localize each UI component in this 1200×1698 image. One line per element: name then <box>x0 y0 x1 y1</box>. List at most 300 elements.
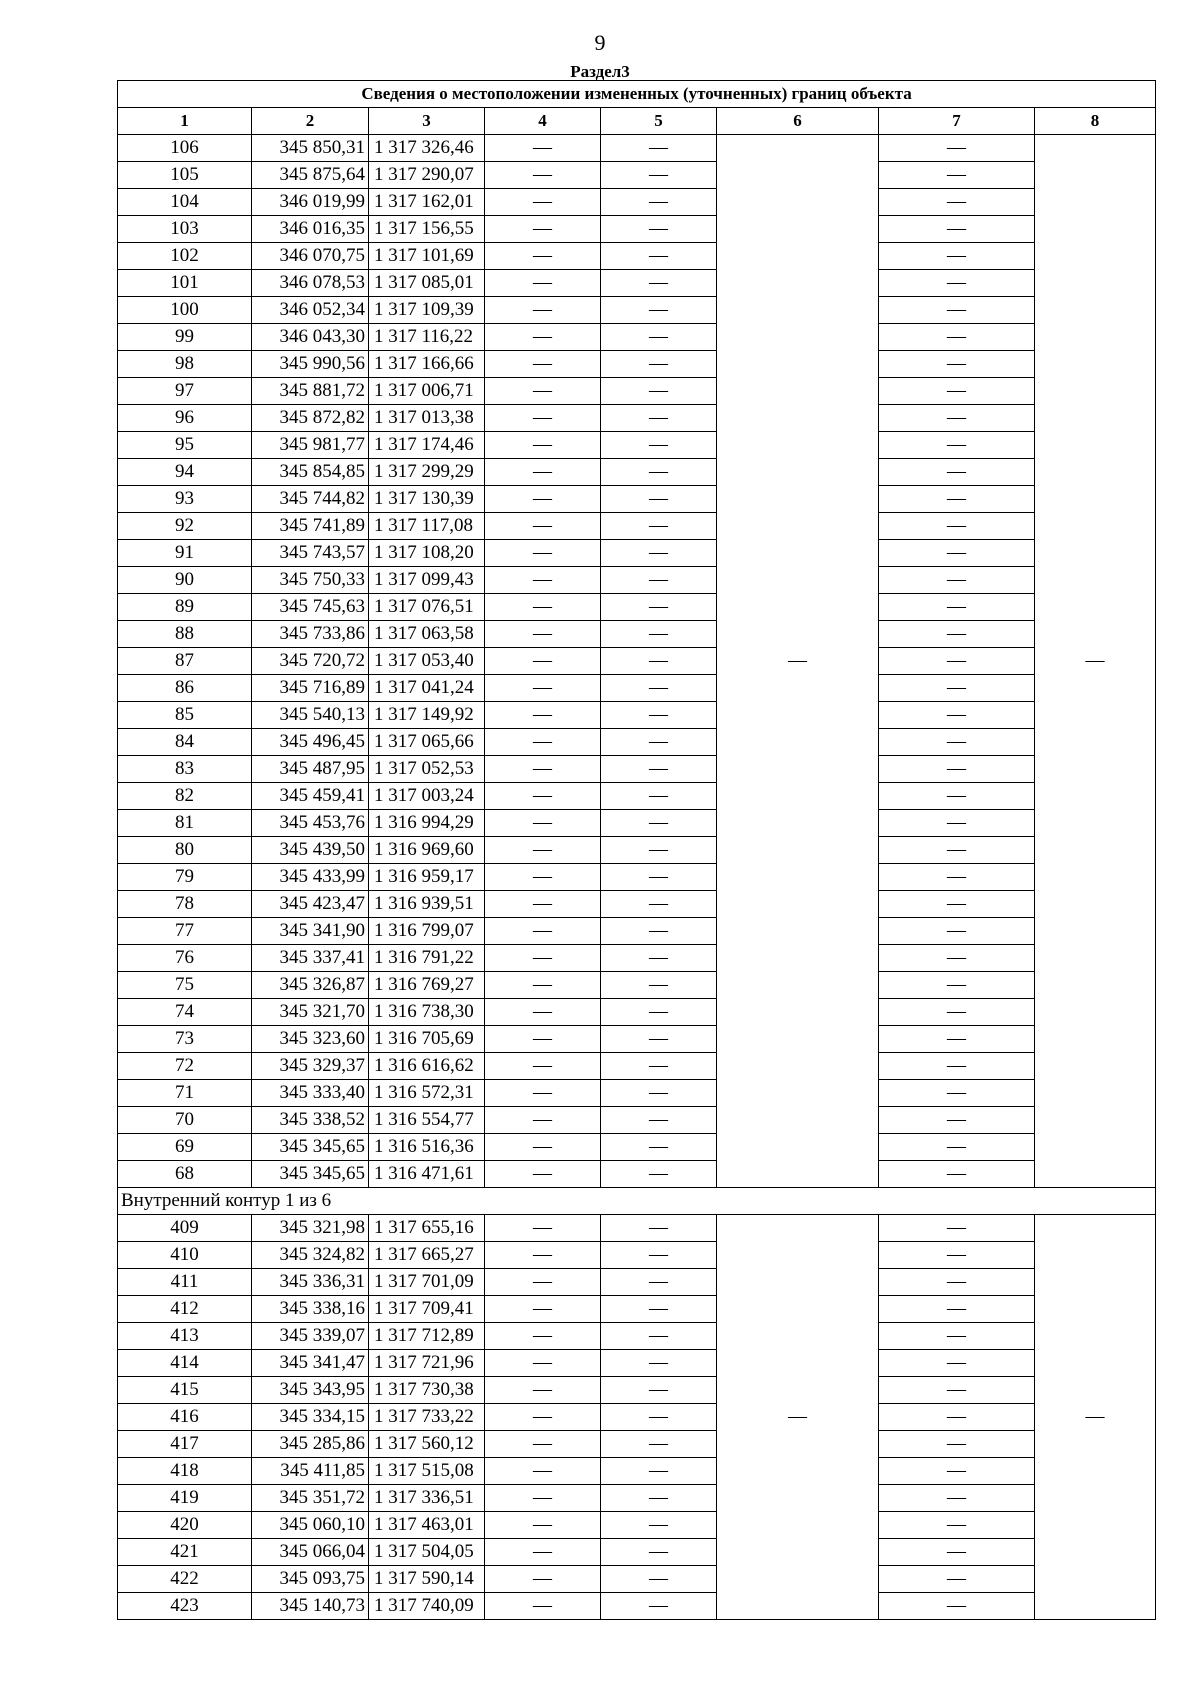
column-7-dash: — <box>879 486 1035 513</box>
column-7-dash: — <box>879 1242 1035 1269</box>
coordinate-y: 1 317 003,24 <box>369 783 485 810</box>
table-row <box>118 270 1156 297</box>
coordinate-x: 345 326,87 <box>252 972 369 999</box>
coordinate-x: 345 744,82 <box>252 486 369 513</box>
table-caption-row <box>118 81 1156 108</box>
point-number: 85 <box>118 702 252 729</box>
column-4-dash: — <box>485 702 601 729</box>
column-8-dash: — <box>1035 1215 1156 1620</box>
column-4-dash: — <box>485 1296 601 1323</box>
point-number: 104 <box>118 189 252 216</box>
table-row <box>118 1485 1156 1512</box>
column-5-dash: — <box>601 1404 717 1431</box>
column-5-dash: — <box>601 1080 717 1107</box>
coordinate-x: 345 745,63 <box>252 594 369 621</box>
table-row <box>118 216 1156 243</box>
column-4-dash: — <box>485 1080 601 1107</box>
coordinate-y: 1 317 052,53 <box>369 756 485 783</box>
table-row <box>118 567 1156 594</box>
column-7-dash: — <box>879 324 1035 351</box>
column-4-dash: — <box>485 621 601 648</box>
coordinate-x: 345 345,65 <box>252 1161 369 1188</box>
column-5-dash: — <box>601 1107 717 1134</box>
coordinate-y: 1 316 516,36 <box>369 1134 485 1161</box>
point-number: 98 <box>118 351 252 378</box>
coordinate-x: 345 433,99 <box>252 864 369 891</box>
coordinate-y: 1 317 712,89 <box>369 1323 485 1350</box>
table-row <box>118 351 1156 378</box>
coordinate-y: 1 317 560,12 <box>369 1431 485 1458</box>
coordinate-x: 345 334,15 <box>252 1404 369 1431</box>
column-7-dash: — <box>879 567 1035 594</box>
coordinate-y: 1 317 299,29 <box>369 459 485 486</box>
column-5-dash: — <box>601 189 717 216</box>
table-row <box>118 783 1156 810</box>
coordinate-y: 1 317 053,40 <box>369 648 485 675</box>
coordinate-x: 345 140,73 <box>252 1593 369 1620</box>
column-4-dash: — <box>485 1242 601 1269</box>
column-4-dash: — <box>485 1323 601 1350</box>
table-row <box>118 1350 1156 1377</box>
column-4-dash: — <box>485 1107 601 1134</box>
table-row <box>118 648 1156 675</box>
coordinate-y: 1 317 117,08 <box>369 513 485 540</box>
column-5-dash: — <box>601 756 717 783</box>
column-7-dash: — <box>879 1458 1035 1485</box>
coordinate-x: 345 540,13 <box>252 702 369 729</box>
coordinate-x: 346 078,53 <box>252 270 369 297</box>
column-5-dash: — <box>601 567 717 594</box>
point-number: 409 <box>118 1215 252 1242</box>
column-4-dash: — <box>485 594 601 621</box>
coordinate-y: 1 316 959,17 <box>369 864 485 891</box>
column-4-dash: — <box>485 243 601 270</box>
point-number: 72 <box>118 1053 252 1080</box>
coordinate-x: 345 323,60 <box>252 1026 369 1053</box>
column-4-dash: — <box>485 459 601 486</box>
point-number: 412 <box>118 1296 252 1323</box>
column-4-dash: — <box>485 648 601 675</box>
column-4-dash: — <box>485 1512 601 1539</box>
point-number: 90 <box>118 567 252 594</box>
coordinate-x: 346 043,30 <box>252 324 369 351</box>
coordinate-x: 345 285,86 <box>252 1431 369 1458</box>
column-7-dash: — <box>879 1269 1035 1296</box>
point-number: 68 <box>118 1161 252 1188</box>
column-4-dash: — <box>485 1485 601 1512</box>
table-row <box>118 1431 1156 1458</box>
coordinate-y: 1 317 101,69 <box>369 243 485 270</box>
coordinate-x: 345 060,10 <box>252 1512 369 1539</box>
coordinate-y: 1 317 085,01 <box>369 270 485 297</box>
column-5-dash: — <box>601 297 717 324</box>
coordinate-y: 1 317 013,38 <box>369 405 485 432</box>
coordinate-x: 345 990,56 <box>252 351 369 378</box>
column-number: 2 <box>252 108 369 135</box>
column-5-dash: — <box>601 1350 717 1377</box>
point-number: 77 <box>118 918 252 945</box>
coordinate-x: 346 019,99 <box>252 189 369 216</box>
coordinate-x: 346 016,35 <box>252 216 369 243</box>
table-row <box>118 1215 1156 1242</box>
point-number: 415 <box>118 1377 252 1404</box>
column-5-dash: — <box>601 1161 717 1188</box>
column-6-dash: — <box>717 1215 879 1620</box>
column-7-dash: — <box>879 1377 1035 1404</box>
column-4-dash: — <box>485 1458 601 1485</box>
coordinate-x: 345 351,72 <box>252 1485 369 1512</box>
coordinate-y: 1 317 590,14 <box>369 1566 485 1593</box>
point-number: 91 <box>118 540 252 567</box>
column-5-dash: — <box>601 783 717 810</box>
coordinate-x: 345 741,89 <box>252 513 369 540</box>
column-number: 5 <box>601 108 717 135</box>
coordinate-y: 1 317 149,92 <box>369 702 485 729</box>
column-7-dash: — <box>879 972 1035 999</box>
coordinate-y: 1 317 504,05 <box>369 1539 485 1566</box>
table-row <box>118 189 1156 216</box>
coordinate-y: 1 317 463,01 <box>369 1512 485 1539</box>
point-number: 75 <box>118 972 252 999</box>
coordinate-y: 1 317 515,08 <box>369 1458 485 1485</box>
column-5-dash: — <box>601 162 717 189</box>
column-7-dash: — <box>879 243 1035 270</box>
column-4-dash: — <box>485 189 601 216</box>
column-7-dash: — <box>879 1080 1035 1107</box>
point-number: 74 <box>118 999 252 1026</box>
column-4-dash: — <box>485 918 601 945</box>
column-4-dash: — <box>485 378 601 405</box>
coordinate-x: 345 733,86 <box>252 621 369 648</box>
column-5-dash: — <box>601 1485 717 1512</box>
column-7-dash: — <box>879 1593 1035 1620</box>
point-number: 78 <box>118 891 252 918</box>
point-number: 94 <box>118 459 252 486</box>
column-4-dash: — <box>485 945 601 972</box>
point-number: 416 <box>118 1404 252 1431</box>
point-number: 423 <box>118 1593 252 1620</box>
column-4-dash: — <box>485 1539 601 1566</box>
table-row <box>118 1539 1156 1566</box>
column-7-dash: — <box>879 594 1035 621</box>
column-7-dash: — <box>879 189 1035 216</box>
point-number: 100 <box>118 297 252 324</box>
column-4-dash: — <box>485 1161 601 1188</box>
column-7-dash: — <box>879 270 1035 297</box>
column-5-dash: — <box>601 621 717 648</box>
point-number: 92 <box>118 513 252 540</box>
table-row <box>118 513 1156 540</box>
column-7-dash: — <box>879 918 1035 945</box>
coordinate-y: 1 317 130,39 <box>369 486 485 513</box>
column-4-dash: — <box>485 1566 601 1593</box>
column-5-dash: — <box>601 324 717 351</box>
table-caption: Сведения о местоположении измененных (уточненных) границ объекта <box>118 81 1156 108</box>
table-row <box>118 432 1156 459</box>
table-row <box>118 837 1156 864</box>
coordinate-y: 1 317 709,41 <box>369 1296 485 1323</box>
column-4-dash: — <box>485 1026 601 1053</box>
coordinate-y: 1 317 109,39 <box>369 297 485 324</box>
point-number: 420 <box>118 1512 252 1539</box>
column-4-dash: — <box>485 864 601 891</box>
table-row <box>118 864 1156 891</box>
column-5-dash: — <box>601 1566 717 1593</box>
table-row <box>118 459 1156 486</box>
point-number: 70 <box>118 1107 252 1134</box>
column-7-dash: — <box>879 1431 1035 1458</box>
column-4-dash: — <box>485 675 601 702</box>
column-5-dash: — <box>601 540 717 567</box>
coordinate-y: 1 317 041,24 <box>369 675 485 702</box>
column-5-dash: — <box>601 351 717 378</box>
column-number: 8 <box>1035 108 1156 135</box>
coordinate-x: 345 338,16 <box>252 1296 369 1323</box>
coordinate-y: 1 317 655,16 <box>369 1215 485 1242</box>
point-number: 88 <box>118 621 252 648</box>
point-number: 71 <box>118 1080 252 1107</box>
column-4-dash: — <box>485 1404 601 1431</box>
point-number: 83 <box>118 756 252 783</box>
coordinate-y: 1 317 006,71 <box>369 378 485 405</box>
column-5-dash: — <box>601 486 717 513</box>
point-number: 414 <box>118 1350 252 1377</box>
table-row <box>118 1323 1156 1350</box>
coordinate-x: 345 321,98 <box>252 1215 369 1242</box>
coordinate-y: 1 317 162,01 <box>369 189 485 216</box>
point-number: 413 <box>118 1323 252 1350</box>
column-4-dash: — <box>485 216 601 243</box>
column-7-dash: — <box>879 405 1035 432</box>
coordinate-y: 1 317 665,27 <box>369 1242 485 1269</box>
column-7-dash: — <box>879 1512 1035 1539</box>
column-4-dash: — <box>485 999 601 1026</box>
table-row <box>118 486 1156 513</box>
column-5-dash: — <box>601 243 717 270</box>
column-7-dash: — <box>879 999 1035 1026</box>
coordinate-x: 345 439,50 <box>252 837 369 864</box>
coordinate-x: 345 743,57 <box>252 540 369 567</box>
table-row <box>118 621 1156 648</box>
column-7-dash: — <box>879 378 1035 405</box>
column-7-dash: — <box>879 1539 1035 1566</box>
column-4-dash: — <box>485 972 601 999</box>
section-title: Раздел3 <box>570 62 630 81</box>
column-5-dash: — <box>601 729 717 756</box>
coordinate-y: 1 316 939,51 <box>369 891 485 918</box>
column-4-dash: — <box>485 783 601 810</box>
column-7-dash: — <box>879 891 1035 918</box>
column-4-dash: — <box>485 1053 601 1080</box>
coordinate-y: 1 317 290,07 <box>369 162 485 189</box>
column-7-dash: — <box>879 702 1035 729</box>
column-7-dash: — <box>879 1215 1035 1242</box>
coordinate-x: 345 981,77 <box>252 432 369 459</box>
point-number: 103 <box>118 216 252 243</box>
table-row <box>118 891 1156 918</box>
point-number: 73 <box>118 1026 252 1053</box>
table-row <box>118 1593 1156 1620</box>
column-5-dash: — <box>601 405 717 432</box>
contour-label: Внутренний контур 1 из 6 <box>118 1188 1156 1215</box>
column-4-dash: — <box>485 891 601 918</box>
coordinate-x: 345 329,37 <box>252 1053 369 1080</box>
coordinate-y: 1 317 156,55 <box>369 216 485 243</box>
column-7-dash: — <box>879 513 1035 540</box>
coordinate-y: 1 316 471,61 <box>369 1161 485 1188</box>
column-7-dash: — <box>879 1404 1035 1431</box>
column-5-dash: — <box>601 1458 717 1485</box>
coordinate-x: 345 854,85 <box>252 459 369 486</box>
column-7-dash: — <box>879 1296 1035 1323</box>
column-4-dash: — <box>485 486 601 513</box>
table-row <box>118 1512 1156 1539</box>
column-7-dash: — <box>879 864 1035 891</box>
column-5-dash: — <box>601 1269 717 1296</box>
coordinate-y: 1 317 740,09 <box>369 1593 485 1620</box>
coordinate-y: 1 316 738,30 <box>369 999 485 1026</box>
coordinate-y: 1 317 730,38 <box>369 1377 485 1404</box>
table-row <box>118 243 1156 270</box>
column-4-dash: — <box>485 324 601 351</box>
point-number: 95 <box>118 432 252 459</box>
coordinate-x: 345 339,07 <box>252 1323 369 1350</box>
coordinate-y: 1 317 326,46 <box>369 135 485 162</box>
point-number: 93 <box>118 486 252 513</box>
point-number: 86 <box>118 675 252 702</box>
table-row <box>118 756 1156 783</box>
column-7-dash: — <box>879 1053 1035 1080</box>
table-row <box>118 702 1156 729</box>
table-row <box>118 1296 1156 1323</box>
table-row <box>118 1053 1156 1080</box>
column-7-dash: — <box>879 783 1035 810</box>
table-row <box>118 1161 1156 1188</box>
coordinate-y: 1 316 769,27 <box>369 972 485 999</box>
column-5-dash: — <box>601 1026 717 1053</box>
column-5-dash: — <box>601 1134 717 1161</box>
coordinate-x: 346 070,75 <box>252 243 369 270</box>
column-number: 4 <box>485 108 601 135</box>
column-5-dash: — <box>601 1593 717 1620</box>
column-5-dash: — <box>601 513 717 540</box>
column-7-dash: — <box>879 1485 1035 1512</box>
column-5-dash: — <box>601 1242 717 1269</box>
coordinate-y: 1 317 108,20 <box>369 540 485 567</box>
table-row <box>118 918 1156 945</box>
column-number: 3 <box>369 108 485 135</box>
column-5-dash: — <box>601 1431 717 1458</box>
column-7-dash: — <box>879 1026 1035 1053</box>
coordinate-y: 1 317 063,58 <box>369 621 485 648</box>
table-row <box>118 135 1156 162</box>
table-row <box>118 1134 1156 1161</box>
table-row <box>118 1377 1156 1404</box>
point-number: 105 <box>118 162 252 189</box>
column-5-dash: — <box>601 432 717 459</box>
coordinate-x: 345 720,72 <box>252 648 369 675</box>
column-4-dash: — <box>485 1215 601 1242</box>
coordinate-x: 345 341,90 <box>252 918 369 945</box>
coordinate-y: 1 317 166,66 <box>369 351 485 378</box>
column-4-dash: — <box>485 567 601 594</box>
coordinate-y: 1 317 065,66 <box>369 729 485 756</box>
column-number: 1 <box>118 108 252 135</box>
table-row <box>118 945 1156 972</box>
contour-row <box>118 1188 1156 1215</box>
point-number: 422 <box>118 1566 252 1593</box>
column-5-dash: — <box>601 1053 717 1080</box>
point-number: 99 <box>118 324 252 351</box>
coordinate-y: 1 316 969,60 <box>369 837 485 864</box>
point-number: 79 <box>118 864 252 891</box>
column-7-dash: — <box>879 216 1035 243</box>
point-number: 417 <box>118 1431 252 1458</box>
coordinate-x: 345 338,52 <box>252 1107 369 1134</box>
column-7-dash: — <box>879 1161 1035 1188</box>
table-row <box>118 999 1156 1026</box>
column-5-dash: — <box>601 270 717 297</box>
table-row <box>118 675 1156 702</box>
point-number: 76 <box>118 945 252 972</box>
coordinate-y: 1 316 994,29 <box>369 810 485 837</box>
column-5-dash: — <box>601 1215 717 1242</box>
coordinate-x: 345 459,41 <box>252 783 369 810</box>
column-number-row <box>118 108 1156 135</box>
column-5-dash: — <box>601 972 717 999</box>
coordinate-y: 1 316 799,07 <box>369 918 485 945</box>
point-number: 84 <box>118 729 252 756</box>
column-7-dash: — <box>879 729 1035 756</box>
column-5-dash: — <box>601 918 717 945</box>
table-row <box>118 1107 1156 1134</box>
column-7-dash: — <box>879 675 1035 702</box>
column-7-dash: — <box>879 756 1035 783</box>
column-4-dash: — <box>485 135 601 162</box>
column-7-dash: — <box>879 162 1035 189</box>
column-4-dash: — <box>485 162 601 189</box>
point-number: 421 <box>118 1539 252 1566</box>
column-5-dash: — <box>601 378 717 405</box>
column-5-dash: — <box>601 675 717 702</box>
table-row <box>118 1269 1156 1296</box>
coordinate-x: 345 496,45 <box>252 729 369 756</box>
coordinate-x: 345 411,85 <box>252 1458 369 1485</box>
coordinate-x: 345 343,95 <box>252 1377 369 1404</box>
column-4-dash: — <box>485 513 601 540</box>
coordinate-x: 346 052,34 <box>252 297 369 324</box>
table-row <box>118 540 1156 567</box>
column-4-dash: — <box>485 432 601 459</box>
point-number: 106 <box>118 135 252 162</box>
point-number: 82 <box>118 783 252 810</box>
column-7-dash: — <box>879 1323 1035 1350</box>
column-7-dash: — <box>879 432 1035 459</box>
coordinate-y: 1 317 721,96 <box>369 1350 485 1377</box>
coordinate-x: 345 850,31 <box>252 135 369 162</box>
column-5-dash: — <box>601 1296 717 1323</box>
coordinate-x: 345 336,31 <box>252 1269 369 1296</box>
table-row <box>118 972 1156 999</box>
column-7-dash: — <box>879 945 1035 972</box>
coordinate-x: 345 345,65 <box>252 1134 369 1161</box>
coordinate-x: 345 341,47 <box>252 1350 369 1377</box>
coordinate-x: 345 321,70 <box>252 999 369 1026</box>
column-7-dash: — <box>879 621 1035 648</box>
column-4-dash: — <box>485 837 601 864</box>
column-5-dash: — <box>601 1512 717 1539</box>
table-row <box>118 1242 1156 1269</box>
